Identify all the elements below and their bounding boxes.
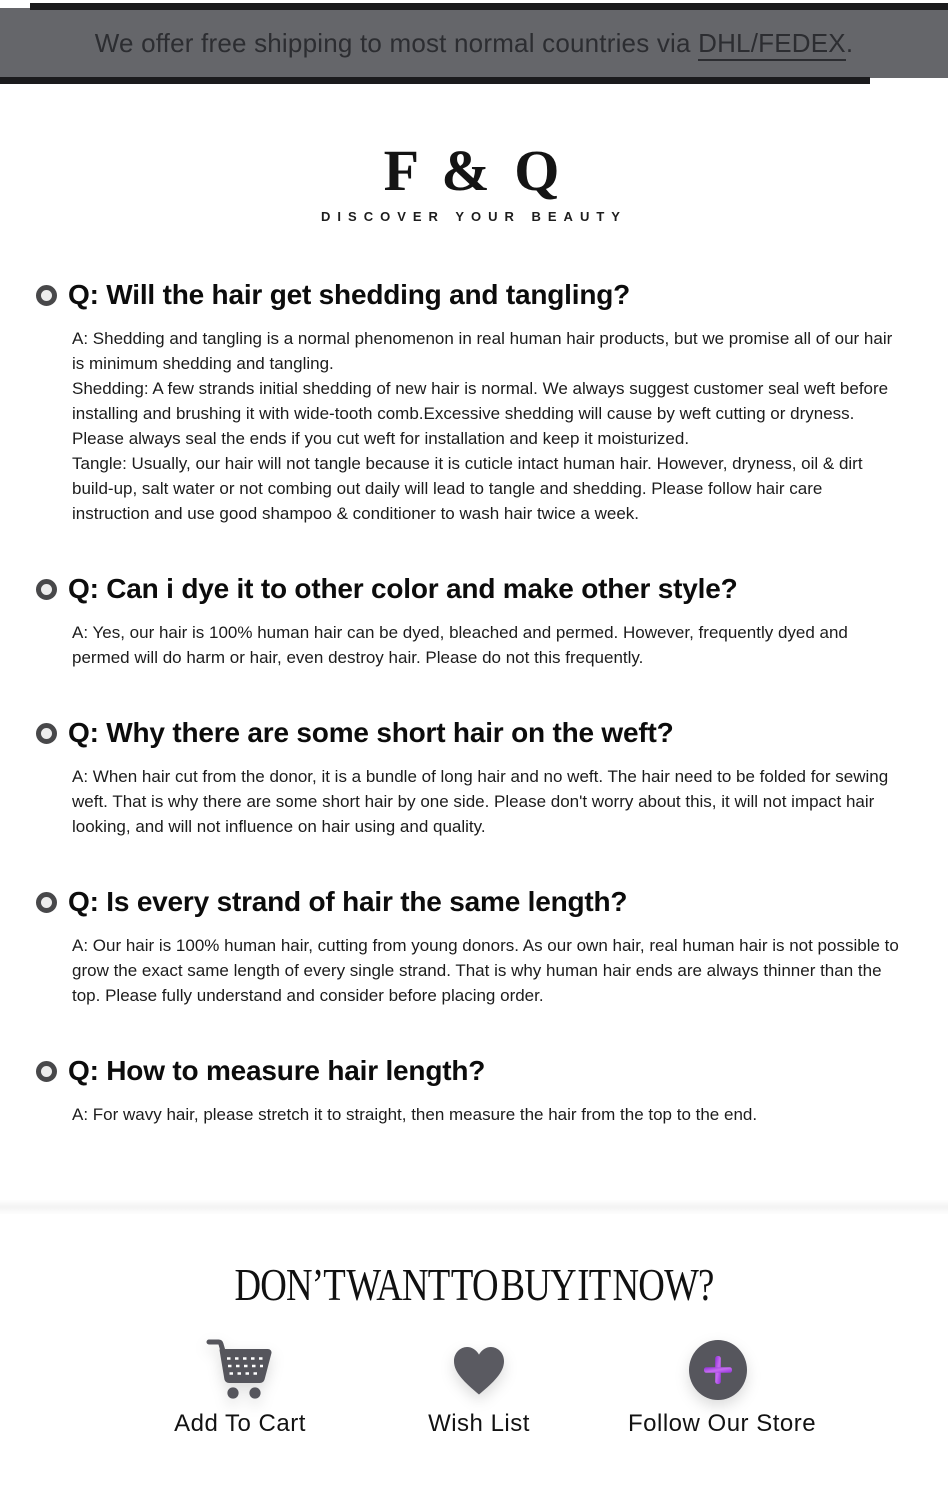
faq-question: Q: Why there are some short hair on the weft? [68, 717, 674, 748]
banner-grunge-bottom-strip [0, 77, 870, 84]
faq-answer-paragraph: A: Our hair is 100% human hair, cutting from young donors. As our own hair, real human hair is not possible to grow the exact same length of every single strand. That is why human hair ends are always thinner than the top. Please fully understand and consider before placing order. [72, 936, 899, 1005]
heart-icon [389, 1334, 569, 1406]
faq-answer-paragraph: Tangle: Usually, our hair will not tangle because it is cuticle intact human hair. However, dryness, oil & dirt build-up, salt water or not combing out daily will lead to tangle and shedding. Please follow hair care instruction and use good shampoo & conditioner to wash hair twice a week. [72, 454, 863, 523]
faq-question-row [36, 572, 902, 606]
wish-list-button[interactable] [389, 1334, 569, 1438]
cta-heading: DON’T WANT TO BUY IT NOW? [234, 1259, 714, 1310]
faq-question-row [36, 278, 902, 312]
faq-answer-paragraph: A: Yes, our hair is 100% human hair can be dyed, bleached and permed. However, frequently dyed and permed will do harm or hair, even destroy hair. Please do not this frequently. [72, 623, 848, 667]
faq-question-row [36, 885, 902, 919]
faq-answer [72, 933, 902, 1008]
faq-answer-paragraph: A: Shedding and tangling is a normal phenomenon in real human hair products, but we promise all of our hair is minimum shedding and tangling. [72, 329, 893, 373]
plus-circle-icon [628, 1334, 808, 1406]
add-to-cart-label: Add To Cart [174, 1410, 306, 1437]
section-divider [0, 1200, 948, 1214]
faq-question: Q: Is every strand of hair the same length? [68, 886, 628, 917]
faq-answer [72, 620, 902, 670]
cta-actions-row [0, 1334, 948, 1438]
faq-item-dye [36, 572, 902, 670]
faq-item-measure-length [36, 1054, 902, 1127]
faq-item-shedding [36, 278, 902, 526]
faq-question: Q: Can i dye it to other color and make other style? [68, 573, 738, 604]
shipping-text-prefix: We offer free shipping to most normal countries via [94, 27, 699, 58]
faq-question-row [36, 716, 902, 750]
ring-bullet-icon [36, 892, 57, 913]
faq-answer [72, 764, 902, 839]
add-to-cart-button[interactable] [150, 1334, 330, 1438]
faq-answer-paragraph: A: For wavy hair, please stretch it to straight, then measure the hair from the top to the end. [72, 1105, 758, 1124]
brand-logo-tagline: DISCOVER YOUR BEAUTY [321, 209, 627, 224]
ring-bullet-icon [36, 579, 57, 600]
follow-store-label: Follow Our Store [628, 1410, 817, 1437]
brand-logo-title: F & Q [383, 138, 565, 203]
faq-list [0, 278, 948, 1127]
faq-answer-paragraph: A: When hair cut from the donor, it is a bundle of long hair and no weft. The hair need to be folded for sewing weft. That is why there are some short hair by one side. Please don't worry about this, it will not impact hair looking, and will not influence on hair using and quality. [72, 767, 889, 836]
faq-question: Q: Will the hair get shedding and tangling? [68, 279, 631, 310]
follow-store-button[interactable] [628, 1334, 817, 1438]
cart-icon [150, 1334, 330, 1406]
wish-list-label: Wish List [428, 1410, 530, 1437]
shipping-banner-text [95, 28, 854, 59]
brand-logo [0, 138, 948, 224]
faq-answer [72, 1102, 902, 1127]
faq-item-same-length [36, 885, 902, 1008]
shipping-banner [0, 8, 948, 78]
banner-grunge-top-strip [30, 3, 948, 10]
ring-bullet-icon [36, 285, 57, 306]
faq-answer-paragraph: Shedding: A few strands initial shedding of new hair is normal. We always suggest customer seal weft before installing and brushing it with wide-tooth comb.Excessive shedding will cause by weft cutting or dryness. Please always seal the ends if you cut weft for installation and keep it moisturized. [72, 379, 889, 448]
faq-question-row [36, 1054, 902, 1088]
faq-question: Q: How to measure hair length? [68, 1055, 486, 1086]
shipping-text-suffix: . [845, 27, 854, 58]
ring-bullet-icon [36, 1061, 57, 1082]
faq-item-short-hair [36, 716, 902, 839]
ring-bullet-icon [36, 723, 57, 744]
carrier-link[interactable]: DHL/FEDEX [698, 28, 846, 61]
faq-answer [72, 326, 902, 526]
